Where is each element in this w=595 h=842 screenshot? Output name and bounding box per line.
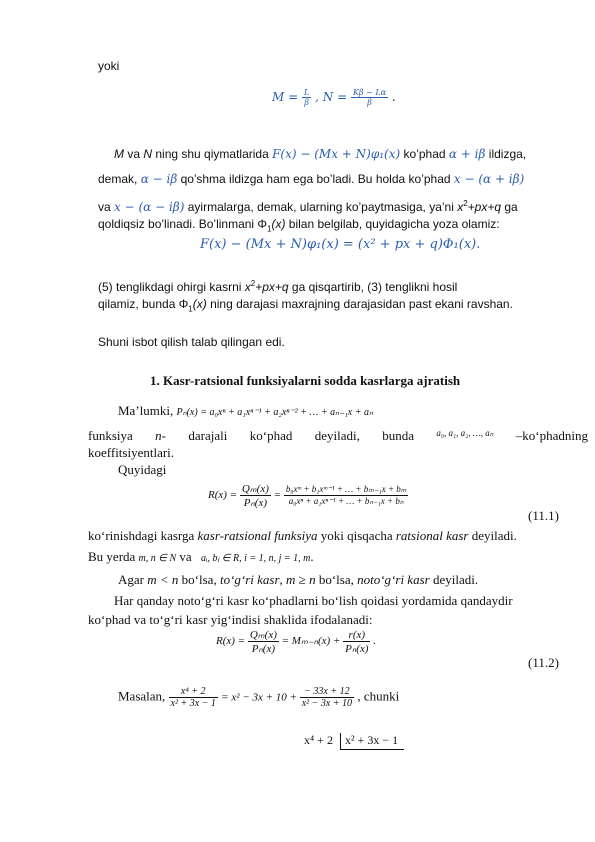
condition: m ≥ n	[286, 572, 316, 587]
dividend: x⁴ + 2	[304, 733, 333, 747]
m-n-separator: ,	[315, 90, 323, 104]
p9-line1: Har qanday noto‘g‘ri kasr ko‘phadlarni bo‘lish qoidasi yordamida qandaydir	[114, 593, 513, 608]
equation-number-11-2: (11.2)	[528, 655, 559, 670]
numerator: − 33x + 12	[300, 686, 354, 698]
fraction-expanded	[284, 484, 409, 507]
n-label: N =	[322, 90, 351, 104]
text: ko’phad	[400, 147, 449, 161]
condition: m < n	[147, 572, 179, 587]
middle: = Mₘ₋ₙ(x) +	[281, 635, 344, 648]
var-pq: +px+q	[255, 280, 289, 294]
formula-indices: aᵢ, bⱼ ∈ R, i = 1, n, j = 1, m	[200, 553, 311, 564]
text: ga qisqartirib, (3) tenglikni hosil	[288, 280, 458, 294]
text: ,	[279, 572, 287, 587]
lhs: R(x) =	[216, 635, 248, 648]
p3-line1	[98, 276, 457, 295]
text: bilan belgilab, quyidagicha yoza olamiz:	[285, 217, 500, 231]
var-x: x	[457, 200, 464, 214]
formula-f-decomposition: F(x) − (Mx + N)φ₁(x) = (x² + px + q)Φ₁(x).	[200, 237, 481, 252]
fraction-r-p	[343, 629, 370, 655]
text: qilamiz, bunda Φ	[98, 297, 189, 311]
formula-11-1	[208, 482, 408, 509]
denominator: a₀xⁿ + a₁xⁿ⁻¹ + … + bₙ₋₁x + bₙ	[288, 496, 404, 506]
p2-line1	[114, 146, 526, 162]
formula-m-n	[272, 88, 396, 107]
term: to‘g‘ri kasr	[219, 572, 280, 587]
formula-polynomial: Pₙ(x) = a₀xⁿ + a₁xⁿ⁻¹ + a₂xⁿ⁻² + … + aₙ₋₁x + aₙ	[176, 407, 373, 418]
text: (5) tenglikdagi ohirgi kasrni	[98, 280, 245, 294]
text: bo‘lsa,	[178, 572, 220, 587]
numerator: Qₘ(x)	[249, 629, 277, 641]
numerator: Qₘ(x)	[241, 483, 269, 495]
numerator: x⁴ + 2	[169, 686, 218, 698]
formula-x-minus-conj: x − (α − iβ)	[114, 200, 185, 214]
divisor: x² + 3x − 1	[340, 733, 404, 750]
example-line	[118, 686, 399, 709]
text: darajali	[188, 428, 228, 443]
root-alpha-minus: α − iβ	[140, 172, 178, 186]
text: Ma’lumki,	[118, 403, 177, 418]
denominator: Pₙ(x)	[345, 642, 369, 655]
n-denominator: β	[367, 98, 372, 107]
text: deyiladi.	[468, 528, 517, 543]
text: , chunki	[357, 688, 400, 704]
term: kasr-ratsional funksiya	[197, 528, 318, 543]
sup: 2	[463, 199, 468, 208]
text: ko‘rinishdagi kasrga	[88, 528, 198, 543]
denominator: x² − 3x + 10	[301, 698, 353, 709]
lhs: R(x) =	[208, 489, 240, 502]
text: ildizga,	[485, 147, 527, 161]
p2-line3	[98, 196, 518, 215]
denominator: Pₙ(x)	[243, 497, 268, 509]
formula-11-2	[216, 628, 376, 655]
text: qo’shma ildizga ham ega bo’ladi. Bu holda ko’phad	[177, 172, 454, 186]
end: .	[373, 635, 376, 648]
m-n-end: .	[391, 90, 396, 104]
numerator: b₀xᵐ + b₁xᵐ⁻¹ + … + bₘ₋₁x + bₘ	[285, 484, 407, 494]
text: Agar	[118, 572, 148, 587]
fraction-remainder	[300, 686, 354, 709]
text: deyiladi.	[429, 572, 479, 587]
var-n: N	[143, 147, 153, 161]
m-label: M =	[272, 90, 302, 104]
p5-line2	[88, 428, 588, 444]
denominator: x² + 3x − 1	[170, 698, 216, 709]
text: .	[310, 549, 314, 564]
term: noto‘g‘ri kasr	[357, 572, 430, 587]
p3-line2	[98, 296, 513, 317]
text: –ko‘phadning	[515, 428, 588, 443]
var-m: M	[114, 147, 124, 161]
fraction-q-p	[240, 482, 271, 509]
p4-line: Shuni isbot qilish talab qilingan edi.	[98, 335, 285, 349]
numerator: r(x)	[343, 629, 370, 642]
term: ratsional kasr	[395, 528, 469, 543]
formula-f-minus: F(x) − (Mx + N)φ₁(x)	[272, 147, 401, 161]
n-fraction	[351, 88, 388, 107]
word-yoki: yoki	[98, 59, 120, 73]
text: funksiya	[88, 428, 133, 443]
text: Bu yerda	[88, 549, 139, 564]
long-division	[304, 733, 404, 750]
text: va	[124, 147, 144, 161]
fraction-q-p	[248, 628, 279, 655]
denominator: Pₙ(x)	[251, 643, 276, 655]
var: (x)	[271, 217, 286, 231]
equation-number-11-1: (11.1)	[528, 508, 559, 523]
p2-line4	[98, 216, 500, 237]
p8-line	[118, 572, 478, 588]
p7-line1	[88, 528, 517, 544]
root-alpha-plus: α + iβ	[448, 147, 486, 161]
m-denominator: β	[304, 98, 309, 107]
p7-line2	[88, 549, 314, 565]
text: demak,	[98, 172, 141, 186]
var-n: n-	[155, 428, 166, 443]
text: bunda	[382, 428, 415, 443]
text: Masalan,	[118, 688, 169, 704]
m-numerator: L	[303, 88, 310, 97]
m-fraction	[302, 88, 311, 107]
formula-x-minus-root: x − (α + iβ)	[453, 172, 525, 186]
text: qoldiqsiz bo’linadi. Bo’linmani Φ	[98, 217, 267, 231]
text: ko‘phad	[249, 428, 293, 443]
n-numerator: Kβ − Lα	[352, 88, 387, 97]
p9-line2: ko‘phad va to‘g‘ri kasr yig‘indisi shaklida ifodalanadi:	[88, 612, 373, 627]
p5-line3: koeffitsiyentlari.	[88, 445, 175, 460]
fraction-example	[169, 686, 218, 709]
text: ayirmalarga, demak, ularning ko’paytmasiga, ya’ni	[184, 200, 458, 214]
text: ning shu qiymatlarida	[152, 147, 273, 161]
equals: =	[273, 489, 284, 502]
var-x: x	[244, 280, 251, 294]
p2-line2	[98, 171, 524, 187]
quotient: = x² − 3x + 10 +	[221, 691, 300, 704]
text: deyiladi,	[314, 428, 360, 443]
var-pq: +px+q	[467, 200, 502, 214]
coefficients: a₀, a₁, a₂, …, aₙ	[436, 428, 494, 438]
var: (x)	[192, 297, 207, 311]
text: bo‘lsa,	[315, 572, 358, 587]
sup: 2	[250, 279, 256, 288]
sub: 1	[267, 224, 272, 234]
p5-line1	[118, 403, 373, 419]
text: va	[176, 549, 195, 564]
text: yoki qisqacha	[317, 528, 396, 543]
text: ga	[501, 200, 518, 214]
section-heading: 1. Kasr-ratsional funksiyalarni sodda kasrlarga ajratish	[150, 373, 461, 388]
formula-mn: m, n ∈ N	[138, 553, 177, 564]
sub: 1	[188, 304, 193, 314]
p6-quyidagi: Quyidagi	[118, 462, 167, 477]
text: va	[98, 200, 115, 214]
text: ning darajasi maxrajning darajasidan past ekani ravshan.	[206, 297, 513, 311]
